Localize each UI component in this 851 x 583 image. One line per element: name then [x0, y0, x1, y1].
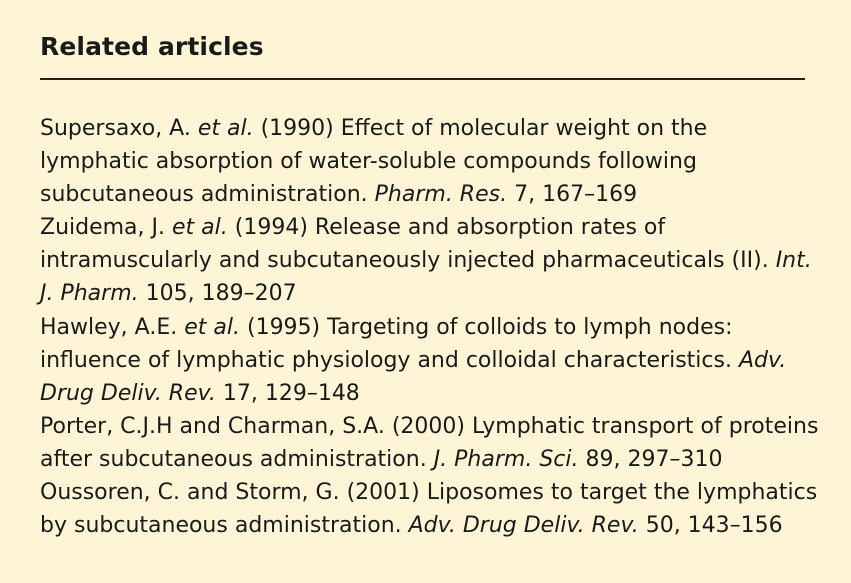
- reference-authors: Oussoren, C. and Storm, G.: [40, 480, 340, 506]
- reference-item: [40, 211, 820, 310]
- reference-authors: Porter, C.J.H and Charman, S.A.: [40, 413, 385, 439]
- reference-journal: Adv. Drug Deliv. Rev.: [408, 513, 639, 539]
- reference-item: [40, 112, 820, 211]
- reference-list: [40, 112, 820, 542]
- reference-year: (2001): [346, 480, 420, 506]
- reference-journal: Adv. Drug Deliv. Rev.: [40, 347, 787, 406]
- reference-volume-pages: 105, 189–207: [145, 281, 297, 307]
- reference-title: Effect of molecular weight on the lymphatic absorption of water-soluble compounds following subcutaneous administration.: [40, 116, 708, 208]
- reference-journal: J. Pharm. Sci.: [433, 446, 579, 472]
- reference-title: Lymphatic transport of proteins after subcutaneous administration.: [40, 413, 819, 472]
- reference-volume-pages: 50, 143–156: [645, 513, 783, 539]
- reference-volume-pages: 89, 297–310: [585, 446, 723, 472]
- reference-item: [40, 410, 820, 476]
- reference-title: Release and absorption rates of intramuscularly and subcutaneously injected pharmaceuticals (II).: [40, 215, 769, 274]
- reference-etal: et al.: [184, 314, 240, 340]
- reference-authors: Supersaxo, A.: [40, 116, 191, 141]
- reference-year: (1994): [234, 215, 308, 241]
- reference-item: [40, 476, 820, 542]
- reference-year: (1990): [260, 116, 334, 141]
- heading-divider: [40, 78, 805, 80]
- section-heading: Related articles: [40, 32, 264, 61]
- reference-authors: Zuidema, J.: [40, 215, 166, 241]
- reference-journal: Pharm. Res.: [374, 182, 508, 208]
- reference-year: (1995): [246, 314, 321, 340]
- reference-etal: et al.: [197, 116, 254, 141]
- reference-volume-pages: 7, 167–169: [514, 182, 638, 208]
- reference-volume-pages: 17, 129–148: [222, 380, 360, 406]
- reference-title: Targeting of colloids to lymph nodes: influence of lymphatic physiology and colloidal characteristics.: [40, 314, 733, 373]
- reference-etal: et al.: [172, 215, 228, 241]
- reference-year: (2000): [391, 413, 465, 439]
- reference-title: Liposomes to target the lymphatics by subcutaneous administration.: [40, 480, 818, 539]
- reference-item: [40, 311, 820, 410]
- reference-journal: Int. J. Pharm.: [40, 248, 812, 307]
- reference-authors: Hawley, A.E.: [40, 314, 178, 340]
